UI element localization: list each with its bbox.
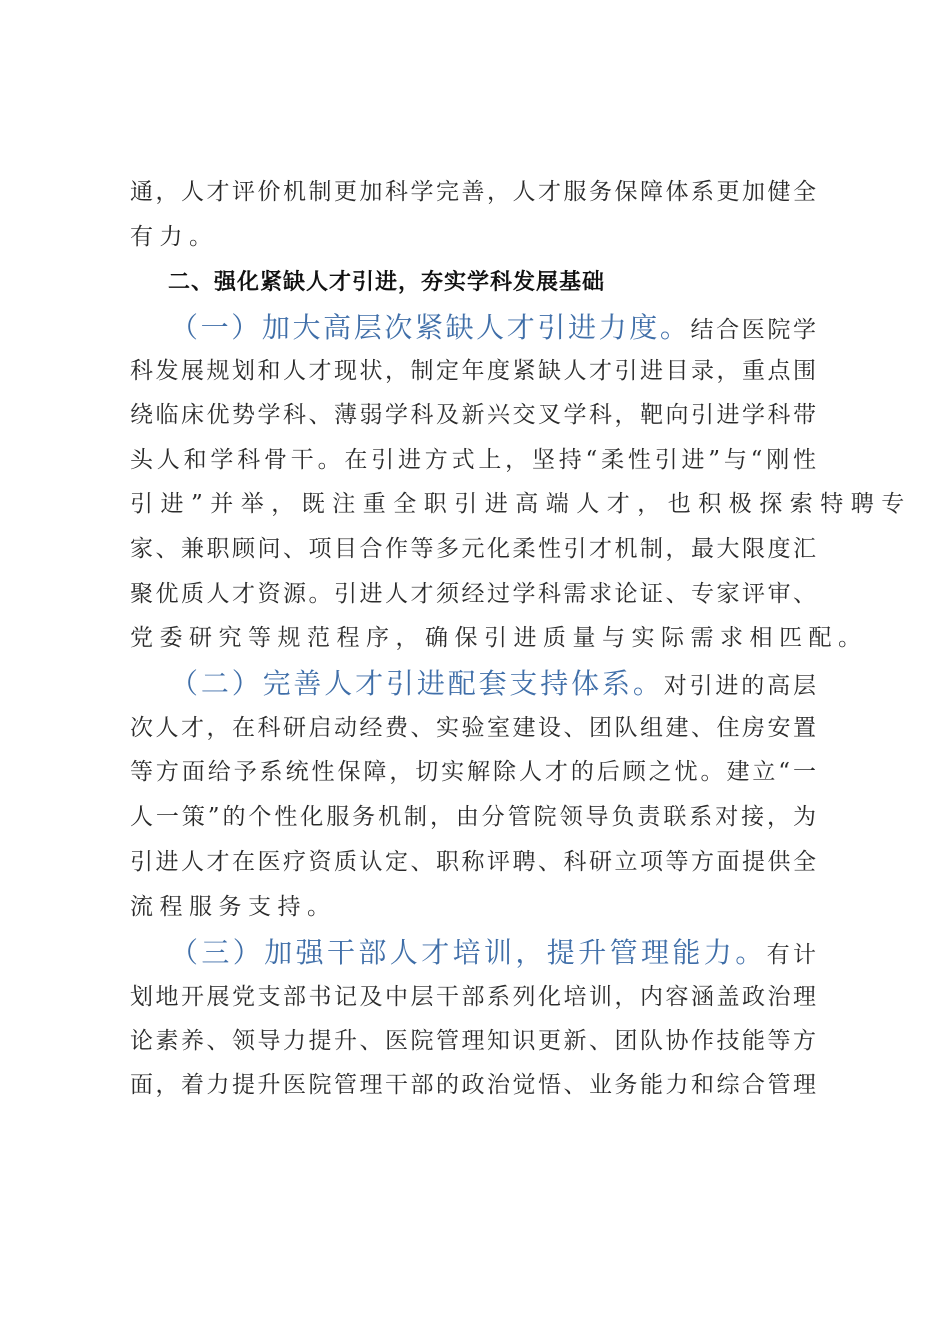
paragraph-line: 面，着力提升医院管理干部的政治觉悟、业务能力和综合管理 [130,1072,816,1098]
subsection-3-title: （三）加强干部人才培训，提升管理能力。 [170,936,767,969]
subsection-2-first-line [170,669,816,701]
paragraph-line: 引进人才在医疗资质认定、职称评聘、科研立项等方面提供全 [130,849,816,875]
paragraph-line: 科发展规划和人才现状，制定年度紧缺人才引进目录，重点围 [130,358,816,384]
section-heading: 二、强化紧缺人才引进，夯实学科发展基础 [168,270,606,295]
paragraph-line: 次人才，在科研启动经费、实验室建设、团队组建、住房安置 [130,715,816,741]
subsection-1-title: （一）加大高层次紧缺人才引进力度。 [170,311,691,344]
paragraph-text: 有计 [766,942,816,968]
paragraph-text: 结合医院学 [690,317,816,343]
paragraph-line: 通，人才评价机制更加科学完善，人才服务保障体系更加健全 [130,179,816,205]
paragraph-line: 划地开展党支部书记及中层干部系列化培训，内容涵盖政治理 [130,984,816,1010]
paragraph-line: 有力。 [130,224,219,250]
subsection-1-first-line [170,313,816,345]
paragraph-line: 绕临床优势学科、薄弱学科及新兴交叉学科，靶向引进学科带 [130,402,816,428]
paragraph-line: 党委研究等规范程序，确保引进质量与实际需求相匹配。 [130,625,868,651]
paragraph-line: 流程服务支持。 [130,894,337,920]
paragraph-line: 头人和学科骨干。在引进方式上，坚持“柔性引进”与“刚性 [130,447,816,473]
subsection-2-title: （二）完善人才引进配套支持体系。 [170,667,664,700]
paragraph-text: 对引进的高层 [663,673,817,699]
paragraph-line: 引进”并举，既注重全职引进高端人才，也积极探索特聘专 [130,491,912,517]
paragraph-line: 聚优质人才资源。引进人才须经过学科需求论证、专家评审、 [130,581,816,607]
paragraph-line: 论素养、领导力提升、医院管理知识更新、团队协作技能等方 [130,1028,816,1054]
subsection-3-first-line [170,938,816,970]
paragraph-line: 家、兼职顾问、项目合作等多元化柔性引才机制，最大限度汇 [130,536,816,562]
paragraph-line: 人一策”的个性化服务机制，由分管院领导负责联系对接，为 [130,804,816,830]
paragraph-line: 等方面给予系统性保障，切实解除人才的后顾之忧。建立“一 [130,759,816,785]
